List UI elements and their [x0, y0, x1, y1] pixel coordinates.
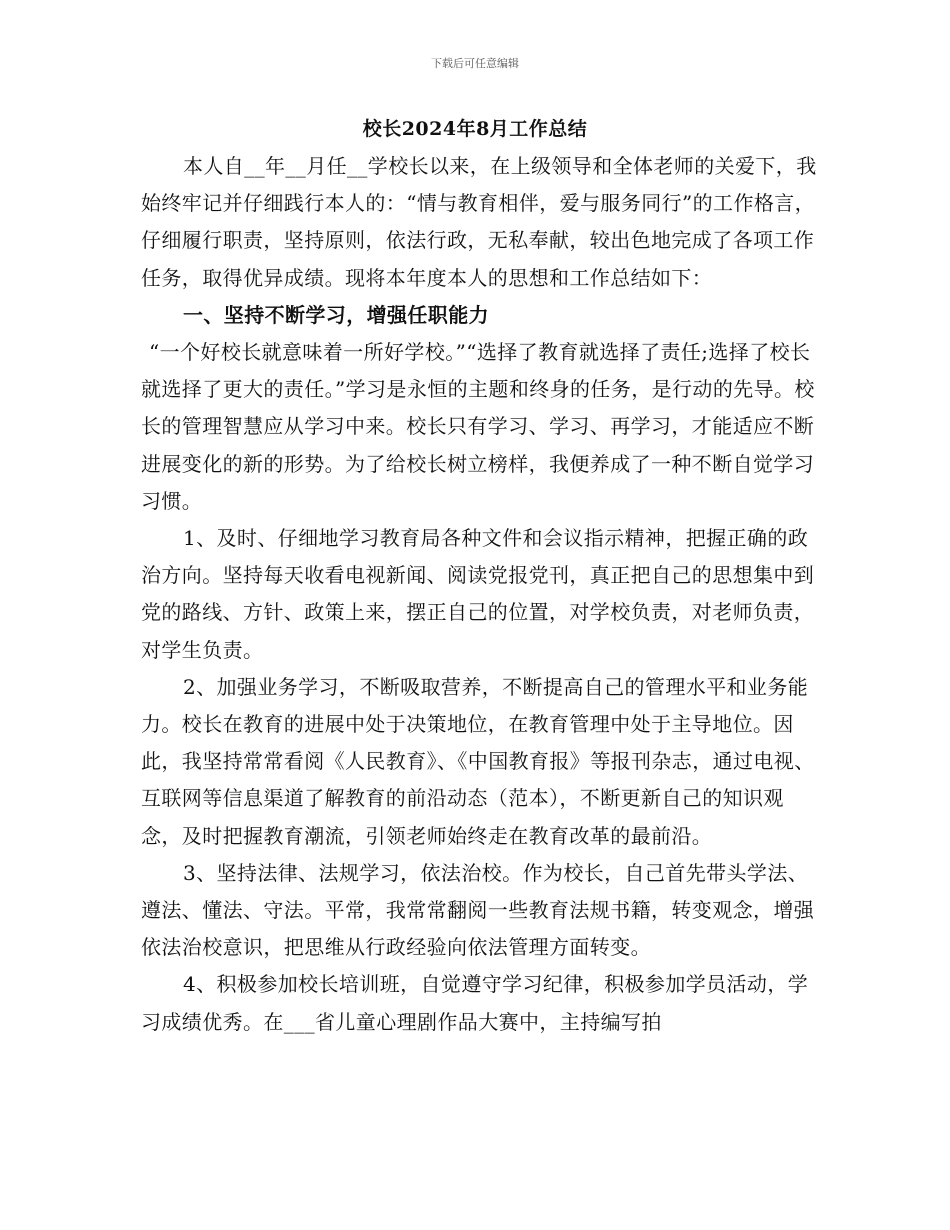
intro-paragraph: 本人自__年__月任__学校长以来，在上级领导和全体老师的关爱下，我始终牢记并仔细践行本人的：“情与教育相伴，爱与服务同行”的工作格言，仔细履行职责，坚持原则，依法行政，无私奉献，较出色地完成了各项工作任务，取得优异成绩。现将本年度本人的思想和工作总结如下： — [141, 154, 817, 290]
list-item-4: 4、积极参加校长培训班，自觉遵守学习纪律，积极参加学员活动，学习成绩优秀。在___省儿童心理剧作品大赛中，主持编写拍 — [141, 972, 809, 1034]
list-item-2: 2、加强业务学习，不断吸取营养，不断提高自己的管理水平和业务能力。校长在教育的进展中处于决策地位，在教育管理中处于主导地位。因此，我坚持常常看阅《人民教育》、《中国教育报》等报刊杂志，通过电视、互联网等信息渠道了解教育的前沿动态（范本），不断更新自己的知识观念，及时把握教育潮流，引领老师始终走在教育改革的最前沿。 — [141, 674, 815, 848]
quote-paragraph: “一个好校长就意味着一所好学校。”“选择了教育就选择了责任;选择了校长就选择了更大的责任。”学习是永恒的主题和终身的任务，是行动的先导。校长的管理智慧应从学习中来。校长只有学习、学习、再学习，才能适应不断进展变化的新的形势。为了给校长树立榜样，我便养成了一种不断自觉学习习惯。 — [141, 340, 815, 513]
list-item-3: 3、坚持法律、法规学习，依法治校。作为校长，自己首先带头学法、遵法、懂法、守法。平常，我常常翻阅一些教育法规书籍，转变观念，增强依法治校意识，把思维从行政经验向依法管理方面转变。 — [141, 860, 815, 960]
header-note: 下载后可任意编辑 — [431, 57, 519, 70]
section-heading: 一、坚持不断学习，增强任职能力 — [183, 302, 489, 327]
document-body — [141, 148, 821, 1041]
document-title: 校长2024年8月工作总结 — [362, 118, 588, 140]
list-item-1: 1、及时、仔细地学习教育局各种文件和会议指示精神，把握正确的政治方向。坚持每天收看电视新闻、阅读党报党刊，真正把自己的思想集中到党的路线、方针、政策上来，摆正自己的位置，对学校负责，对老师负责，对学生负责。 — [141, 526, 815, 662]
